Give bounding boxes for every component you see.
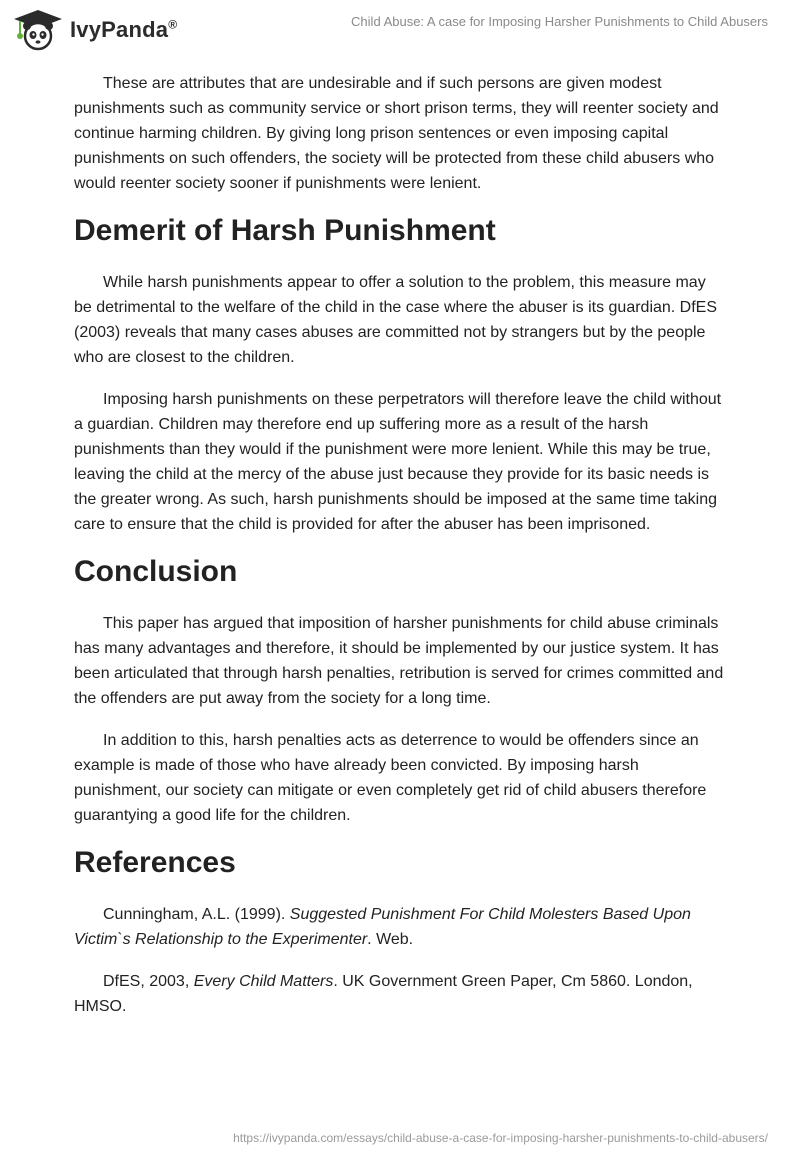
paragraph: In addition to this, harsh penalties acts as deterrence to would be offenders since an example is made of those who have already been convicted. By imposing harsh punishment, our society can mitigate or even completely get rid of child abusers therefore guarantying a good life for the children. (74, 732, 707, 824)
paragraph: While harsh punishments appear to offer a solution to the problem, this measure may be detrimental to the welfare of the child in the case where the abuser is its guardian. DfES (2003) reveals that many cases abuses are committed not by strangers but by the people who are closest to the children. (74, 274, 718, 366)
section-heading-conclusion: Conclusion (74, 555, 238, 588)
footer-url[interactable]: https://ivypanda.com/essays/child-abuse-a-case-for-imposing-harsher-punishments-to-child-abusers/ (233, 1131, 768, 1145)
essay-content (74, 71, 726, 1036)
ivypanda-logo[interactable] (12, 8, 177, 52)
reference-item: Cunningham, A.L. (1999). Suggested Punishment For Child Molesters Based Upon Victim`s Relationship to the Experimenter. Web. (74, 906, 691, 948)
section-heading-demerit: Demerit of Harsh Punishment (74, 214, 496, 247)
document-title: Child Abuse: A case for Imposing Harsher Punishments to Child Abusers (351, 14, 768, 29)
panda-graduation-cap-icon (12, 8, 64, 52)
section-heading-references: References (74, 846, 236, 879)
paragraph: Imposing harsh punishments on these perpetrators will therefore leave the child without a guardian. Children may therefore end up suffering more as a result of the harsh punishments than they would if the punishment were more lenient. While this may be true, leaving the child at the mercy of the abuse just because they provide for its basic needs is the greater wrong. As such, harsh punishments should be imposed at the same time taking care to ensure that the child is provided for after the abuser has been imprisoned. (74, 391, 722, 533)
paragraph: These are attributes that are undesirable and if such persons are given modest punishments such as community service or short prison terms, they will reenter society and continue harming children. By giving long prison sentences or even imposing capital punishments on such offenders, the society will be protected from these child abusers who would reenter society sooner if punishments were lenient. (74, 75, 719, 192)
logo-text: IvyPanda® (70, 17, 178, 42)
page-header (0, 0, 800, 60)
paragraph: This paper has argued that imposition of harsher punishments for child abuse criminals has many advantages and therefore, it should be implemented by our justice system. It has been articulated that through harsh penalties, retribution is served for crimes committed and the offenders are put away from the society for a long time. (74, 615, 724, 707)
reference-item: DfES, 2003, Every Child Matters. UK Government Green Paper, Cm 5860. London, HMSO. (74, 973, 693, 1015)
